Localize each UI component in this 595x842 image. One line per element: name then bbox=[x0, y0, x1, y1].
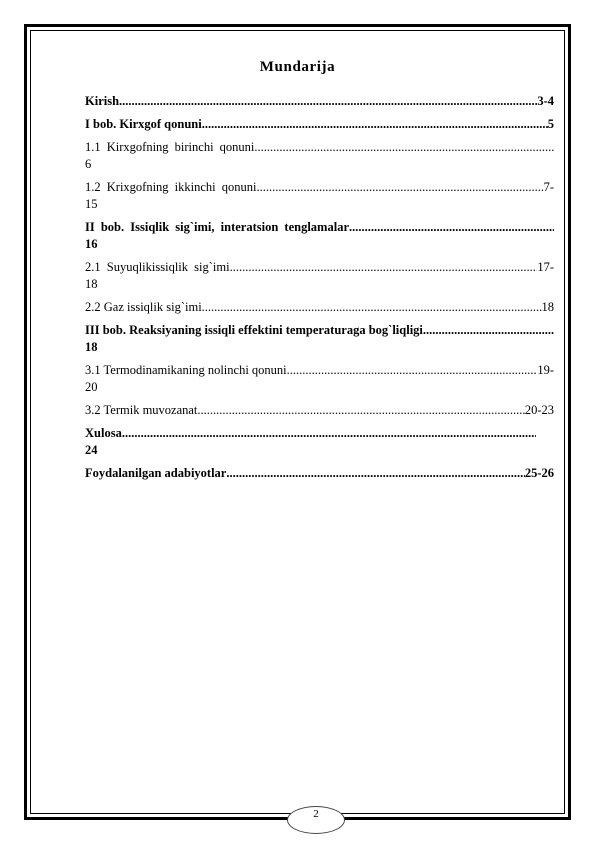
toc-entry-2-2 bbox=[85, 299, 554, 316]
toc-entry-page-continued: 16 bbox=[85, 237, 98, 251]
toc-entry-text: 3.1 Termodinamikaning nolinchi qonuni bbox=[85, 363, 287, 377]
toc-entry-text: Xulosa bbox=[85, 426, 122, 440]
toc-entry-page-continued: 18 bbox=[85, 277, 98, 291]
toc-entry-chapter-2 bbox=[85, 219, 554, 253]
page-number: 2 bbox=[313, 808, 319, 820]
toc-entry-page-continued: 20 bbox=[85, 380, 98, 394]
toc-entry-page: 25-26 bbox=[524, 466, 554, 480]
toc-entry-page-continued: 18 bbox=[85, 340, 98, 354]
toc-entry-page: 19- bbox=[537, 363, 554, 377]
toc-entry-1-1 bbox=[85, 139, 554, 173]
toc-leader-dots bbox=[230, 259, 538, 276]
toc-entry-page-continued: 24 bbox=[85, 443, 98, 457]
toc-leader-dots bbox=[287, 362, 538, 379]
toc-entry-3-2 bbox=[85, 402, 554, 419]
table-of-contents bbox=[85, 93, 554, 488]
toc-entry-3-1 bbox=[85, 362, 554, 396]
toc-entry-text: Foydalanilgan adabiyotlar bbox=[85, 466, 227, 480]
toc-entry-text: III bob. Reaksiyaning issiqli effektini temperaturaga bog`liqligi bbox=[85, 323, 423, 337]
toc-entry-text: 1.2 Krixgofning ikkinchi qonuni bbox=[85, 180, 257, 194]
toc-leader-dots bbox=[254, 139, 554, 156]
toc-leader-dots bbox=[197, 402, 524, 419]
toc-leader-dots bbox=[349, 219, 554, 236]
toc-leader-dots bbox=[226, 465, 524, 482]
toc-entry-page: 3-4 bbox=[537, 94, 554, 108]
toc-entry-chapter-1 bbox=[85, 116, 554, 133]
toc-entry-page: 17- bbox=[537, 260, 554, 274]
toc-leader-dots bbox=[202, 116, 548, 133]
toc-entry-text: II bob. Issiqlik sig`imi, interatsion tenglamalar bbox=[85, 220, 349, 234]
toc-entry-xulosa bbox=[85, 425, 554, 459]
toc-leader-dots bbox=[202, 299, 542, 316]
toc-entry-text: 2.2 Gaz issiqlik sig`imi bbox=[85, 300, 202, 314]
toc-entry-chapter-3 bbox=[85, 322, 554, 356]
toc-entry-references bbox=[85, 465, 554, 482]
toc-entry-kirish bbox=[85, 93, 554, 110]
toc-entry-page-continued: 15 bbox=[85, 197, 98, 211]
toc-entry-text: I bob. Kirxgof qonuni bbox=[85, 117, 202, 131]
toc-entry-page: 5 bbox=[547, 117, 554, 131]
toc-entry-1-2 bbox=[85, 179, 554, 213]
toc-entry-text: 2.1 Suyuqlikissiqlik sig`imi bbox=[85, 260, 230, 274]
toc-entry-text: Kirish bbox=[85, 94, 120, 108]
toc-leader-dots bbox=[122, 425, 536, 442]
document-title: Mundarija bbox=[259, 59, 336, 75]
toc-entry-page: 18 bbox=[541, 300, 554, 314]
toc-entry-text: 3.2 Termik muvozanat bbox=[85, 403, 198, 417]
toc-entry-2-1 bbox=[85, 259, 554, 293]
toc-leader-dots bbox=[257, 179, 544, 196]
toc-entry-text: 1.1 Kirxgofning birinchi qonuni bbox=[85, 140, 255, 154]
toc-entry-page-continued: 6 bbox=[85, 157, 92, 171]
toc-entry-page: 20-23 bbox=[524, 403, 554, 417]
toc-leader-dots bbox=[119, 93, 537, 110]
toc-entry-page: 7- bbox=[543, 180, 554, 194]
toc-leader-dots bbox=[423, 322, 554, 339]
